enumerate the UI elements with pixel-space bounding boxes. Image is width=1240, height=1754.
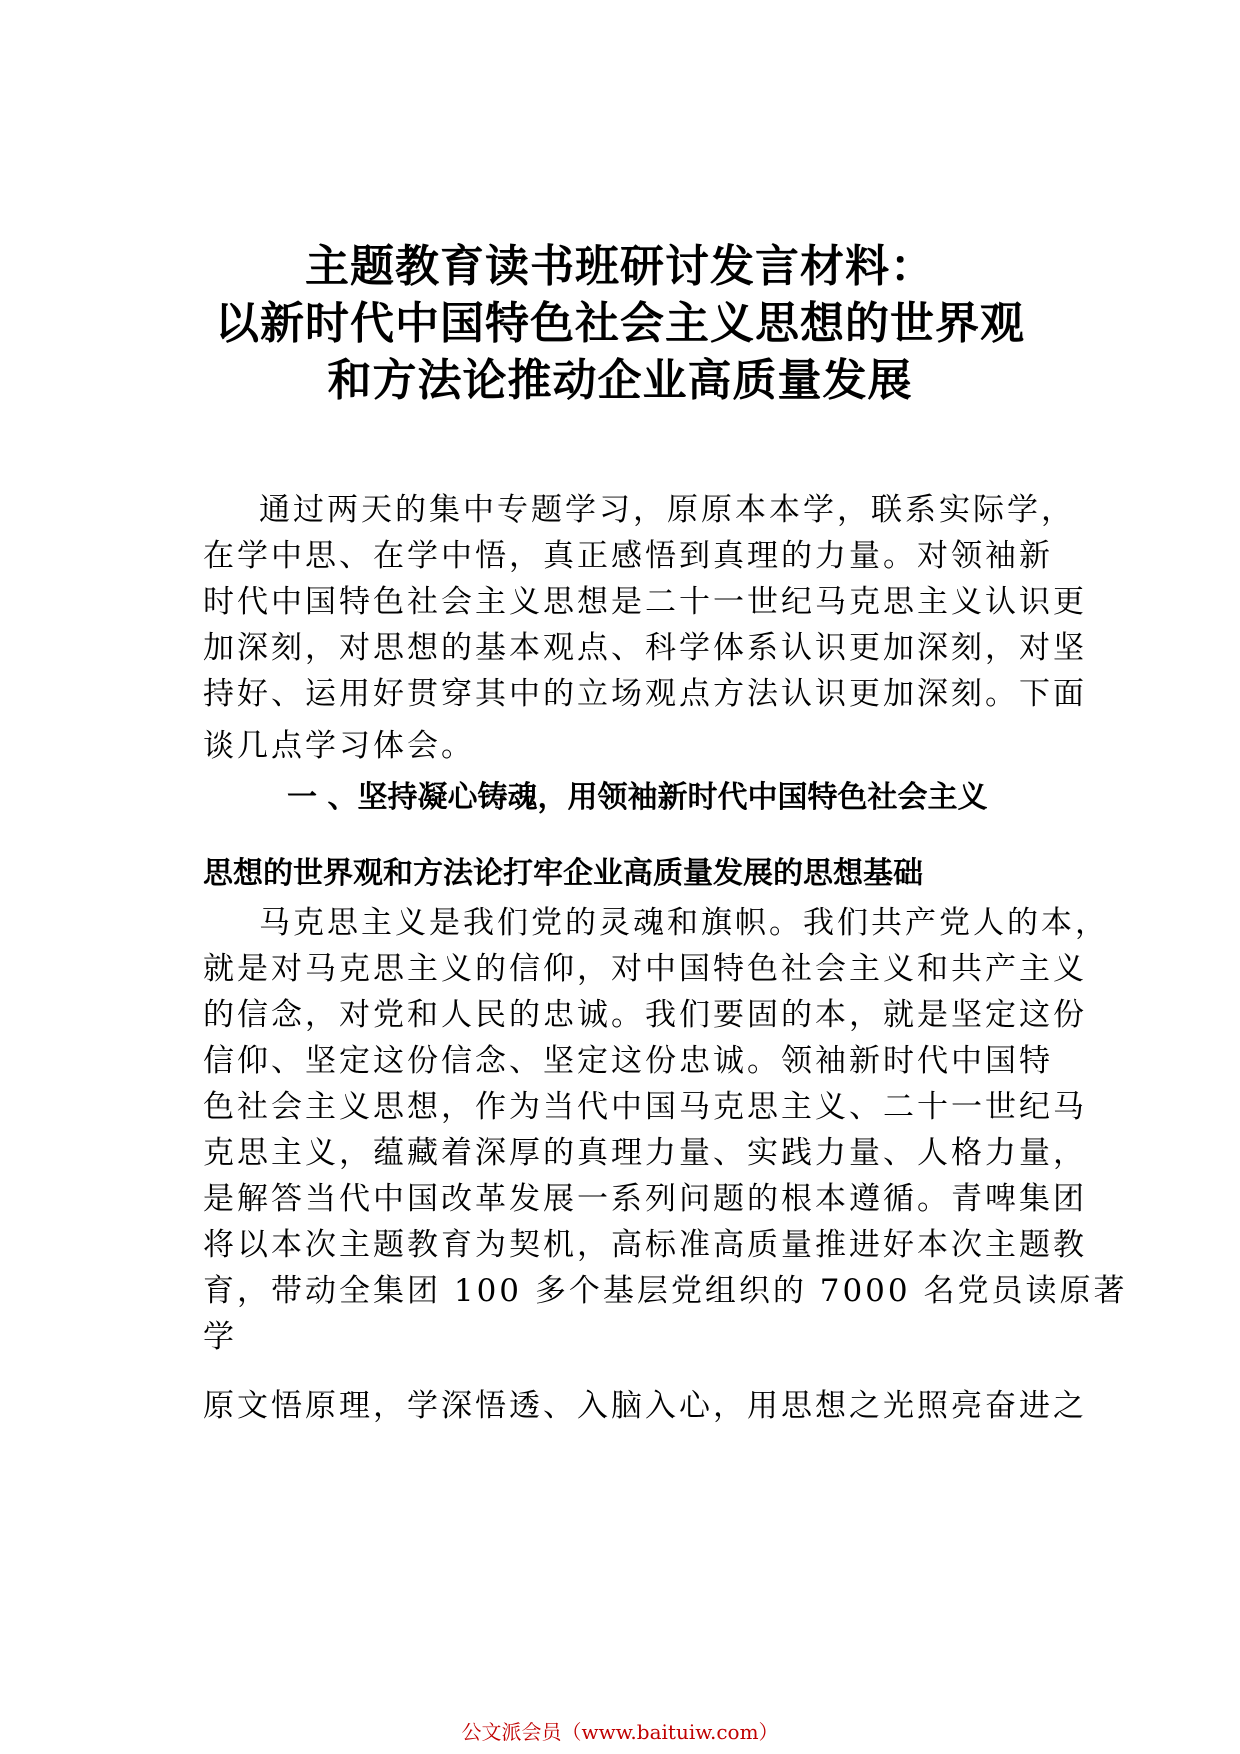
section1-line-7: 是解答当代中国改革发展一系列问题的根本遵循。青啤集团 [203, 1181, 1087, 1217]
section1-line-2: 就是对马克思主义的信仰，对中国特色社会主义和共产主义 [203, 951, 1087, 987]
intro-line-2: 在学中思、在学中悟，真正感悟到真理的力量。对领袖新 [203, 538, 1053, 574]
section1-heading-line-2: 思想的世界观和方法论打牢企业高质量发展的思想基础 [203, 856, 923, 891]
intro-line-5: 持好、运用好贯穿其中的立场观点方法认识更加深刻。下面 [203, 676, 1087, 712]
section1-heading-line-1: 一 、坚持凝心铸魂，用领袖新时代中国特色社会主义 [287, 780, 988, 815]
section1-line-10: 学 [203, 1319, 237, 1355]
title-line-3: 和方法论推动企业高质量发展 [327, 355, 913, 406]
section1-line-11: 原文悟原理，学深悟透、入脑入心，用思想之光照亮奋进之 [203, 1388, 1087, 1424]
intro-line-1: 通过两天的集中专题学习，原原本本学，联系实际学， [259, 492, 1075, 528]
intro-line-4: 加深刻，对思想的基本观点、科学体系认识更加深刻，对坚 [203, 630, 1087, 666]
section1-line-3: 的信念，对党和人民的忠诚。我们要固的本，就是坚定这份 [203, 997, 1087, 1033]
section1-line-4: 信仰、坚定这份信念、坚定这份忠诚。领袖新时代中国特 [203, 1043, 1053, 1079]
title-line-1: 主题教育读书班研讨发言材料： [305, 241, 935, 292]
section1-line-1: 马克思主义是我们党的灵魂和旗帜。我们共产党人的本， [259, 905, 1109, 941]
section1-line-9: 育，带动全集团 100 多个基层党组织的 7000 名党员读原著 [203, 1273, 1128, 1309]
footer-watermark: 公文派会员（www.baituiw.com） [461, 1720, 779, 1744]
section1-line-6: 克思主义，蕴藏着深厚的真理力量、实践力量、人格力量， [203, 1135, 1087, 1171]
section1-line-5: 色社会主义思想，作为当代中国马克思主义、二十一世纪马 [203, 1089, 1087, 1125]
section1-line-8: 将以本次主题教育为契机，高标准高质量推进好本次主题教 [203, 1227, 1087, 1263]
title-line-2: 以新时代中国特色社会主义思想的世界观 [215, 298, 1025, 349]
intro-line-6: 谈几点学习体会。 [203, 728, 475, 764]
intro-line-3: 时代中国特色社会主义思想是二十一世纪马克思主义认识更 [203, 584, 1087, 620]
